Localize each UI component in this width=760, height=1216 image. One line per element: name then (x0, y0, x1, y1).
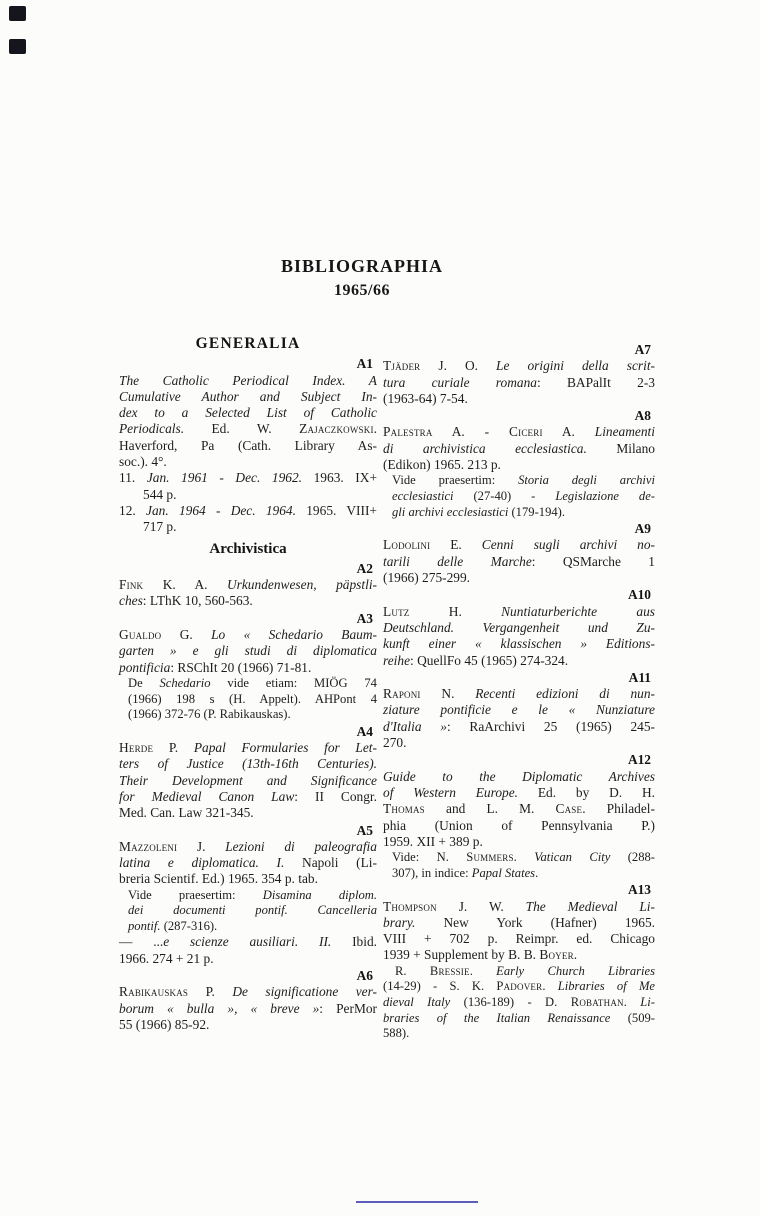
entry-paragraph (119, 627, 377, 676)
text-line: gli archivi ecclesiastici (179-194). (392, 504, 566, 519)
text-line: Palestra A. - Ciceri A. Lineamenti (383, 424, 656, 440)
text-line: The Catholic Periodical Index. A (119, 372, 377, 388)
corner-mark (9, 39, 26, 54)
text-line: borum « bulla », « breve »: PerMor (119, 1000, 377, 1016)
entry-paragraph (383, 604, 655, 669)
text-line: 588). (383, 1026, 410, 1041)
text-line: Mazzoleni J. Lezioni di paleografia (119, 838, 377, 854)
entry-paragraph (119, 984, 377, 1033)
entry-paragraph (383, 769, 655, 850)
text-line: Rabikauskas P. De significatione ver- (119, 984, 377, 1000)
entry-paragraph (119, 373, 377, 471)
text-line: (1963-64) 7-54. (383, 390, 468, 406)
text-line: 55 (1966) 85-92. (119, 1016, 210, 1032)
left-column (119, 336, 377, 1033)
text-line: De Schedario vide etiam: MIÖG 74 (128, 675, 377, 690)
text-line: of Western Europe. Ed. by D. H. (383, 784, 656, 800)
text-line: VIII + 702 p. Reimpr. ed. Chicago (383, 931, 655, 947)
text-line: d'Italia »: RaArchivi 25 (1965) 245- (383, 718, 655, 734)
entry-paragraph (119, 503, 377, 536)
text-line: dei documenti pontif. Cancelleria (128, 903, 377, 918)
entry-number: A4 (356, 723, 373, 739)
text-line: 307), in indice: Papal States. (392, 865, 539, 880)
text-line: Their Development and Significance (119, 772, 377, 788)
text-line: Haverford, Pa (Cath. Library As- (119, 437, 377, 453)
text-line: 1966. 274 + 21 p. (119, 950, 214, 966)
text-line: 11. Jan. 1961 - Dec. 1962. 1963. IX+ (119, 470, 377, 486)
text-line: Guide to the Diplomatic Archives (383, 768, 655, 784)
text-line: kunft einer « klassischen » Editions- (383, 636, 655, 652)
entry-note (119, 676, 377, 723)
text-line: ecclesiastici (27-40) - Legislazione de- (392, 488, 655, 503)
text-line: reihe: QuellFo 45 (1965) 274-324. (383, 652, 569, 668)
text-line: breria Scientif. Ed.) 1965. 354 p. tab. (119, 871, 318, 887)
text-line: Vide praesertim: Storia degli archivi (392, 473, 655, 488)
right-column (383, 336, 655, 1042)
text-line: Lodolini E. Cenni sugli archivi no- (383, 537, 655, 553)
entry-note (383, 964, 655, 1042)
text-line: latina e diplomatica. I. Napoli (Li- (119, 855, 377, 871)
entry-number: A2 (356, 560, 373, 576)
page-title: BIBLIOGRAPHIA (280, 256, 444, 276)
entry-number: A8 (634, 408, 651, 424)
text-line: 270. (383, 735, 407, 751)
entry-note (119, 888, 377, 935)
text-line: Thompson J. W. The Medieval Li- (383, 898, 655, 914)
text-line: soc.). 4°. (119, 454, 167, 470)
text-line: — ...e scienze ausiliari. II. Ibid. (119, 934, 378, 950)
entry-number: A10 (627, 587, 651, 603)
text-line: 12. Jan. 1964 - Dec. 1964. 1965. VIII+ (119, 502, 377, 518)
text-line: dex to a Selected List of Catholic (119, 405, 377, 421)
text-line: Raponi N. Recenti edizioni di nun- (383, 686, 655, 702)
entry-number: A3 (356, 610, 373, 626)
entry-paragraph (383, 424, 655, 473)
text-line: 1939 + Supplement by B. B. Boyer. (383, 947, 578, 963)
text-line: 1959. XII + 389 p. (383, 833, 483, 849)
entry-number: A7 (634, 342, 651, 357)
text-line: Med. Can. Law 321-345. (119, 805, 254, 821)
entry-paragraph (383, 686, 655, 751)
text-line: Deutschland. Vergangenheit und Zu- (383, 619, 655, 635)
text-line: phia (Union of Pennsylvania P.) (383, 817, 655, 833)
entry-note (383, 473, 655, 520)
entry-note (383, 850, 655, 881)
entry-number: A12 (627, 752, 651, 768)
text-line: Herde P. Papal Formularies for Let- (119, 740, 377, 756)
text-line: dieval Italy (136-189) - D. Robathan. Li- (383, 994, 655, 1009)
text-line: (1966) 198 s (H. Appelt). AHPont 4 (128, 691, 377, 706)
entry-paragraph (119, 839, 377, 888)
text-line: Lutz H. Nuntiaturberichte aus (383, 603, 655, 619)
entry-number: A9 (634, 521, 651, 537)
page-subtitle: 1965/66 (334, 282, 390, 299)
text-line: ters of Justice (13th-16th Centuries). (119, 756, 377, 772)
section-heading: GENERALIA (195, 335, 301, 352)
text-line: Gualdo G. Lo « Schedario Baum- (119, 627, 377, 643)
entry-paragraph (383, 899, 655, 964)
text-line: Cumulative Author and Subject In- (119, 388, 377, 404)
text-line: pontif. (287-316). (128, 918, 218, 933)
text-line: di archivistica ecclesiastica. Milano (383, 440, 655, 456)
text-line: brary. New York (Hafner) 1965. (383, 914, 655, 930)
text-line: (1966) 372-76 (P. Rabikauskas). (128, 707, 291, 722)
text-line: (14-29) - S. K. Padover. Libraries of Me (383, 979, 656, 994)
entry-paragraph (119, 470, 377, 503)
entry-number: A5 (356, 822, 373, 838)
entry-number: A1 (356, 356, 373, 372)
entry-paragraph (119, 577, 377, 610)
text-line: pontificia: RSChIt 20 (1966) 71-81. (119, 659, 312, 675)
entry-paragraph (383, 537, 655, 586)
text-line: Thomas and L. M. Case. Philadel- (383, 801, 655, 817)
entry-paragraph (119, 740, 377, 821)
text-line: 717 p. (143, 519, 177, 535)
text-line: 544 p. (143, 486, 177, 502)
text-line: for Medieval Canon Law: II Congr. (119, 788, 378, 804)
text-line: Vide: N. Summers. Vatican City (288- (392, 850, 656, 865)
text-line: garten » e gli studi di diplomatica (119, 643, 377, 659)
corner-mark (9, 6, 26, 21)
entry-number: A13 (627, 882, 651, 898)
text-line: (1966) 275-299. (383, 570, 471, 586)
text-line: ches: LThK 10, 560-563. (119, 593, 253, 609)
text-line: R. Bressie. Early Church Libraries (395, 963, 656, 978)
text-line: tarili delle Marche: QSMarche 1 (383, 553, 655, 569)
text-line: Fink K. A. Urkundenwesen, päpstli- (119, 577, 377, 593)
text-line: Vide praesertim: Disamina diplom. (128, 887, 377, 902)
entry-number: A6 (356, 968, 373, 984)
text-line: (Edikon) 1965. 213 p. (383, 457, 501, 473)
text-line: braries of the Italian Renaissance (509- (383, 1010, 655, 1025)
entry-paragraph (383, 358, 655, 407)
blue-rule (356, 1201, 478, 1203)
section-heading: Archivistica (209, 540, 287, 557)
text-line: Periodicals. Ed. W. Zajaczkowski. (119, 421, 377, 437)
entry-number: A11 (628, 669, 651, 685)
entry-paragraph (119, 934, 377, 967)
text-line: ziature pontificie e le « Nunziature (383, 702, 655, 718)
text-line: tura curiale romana: BAPalIt 2-3 (383, 374, 655, 390)
text-line: Tjäder J. O. Le origini della scrit- (383, 358, 656, 374)
